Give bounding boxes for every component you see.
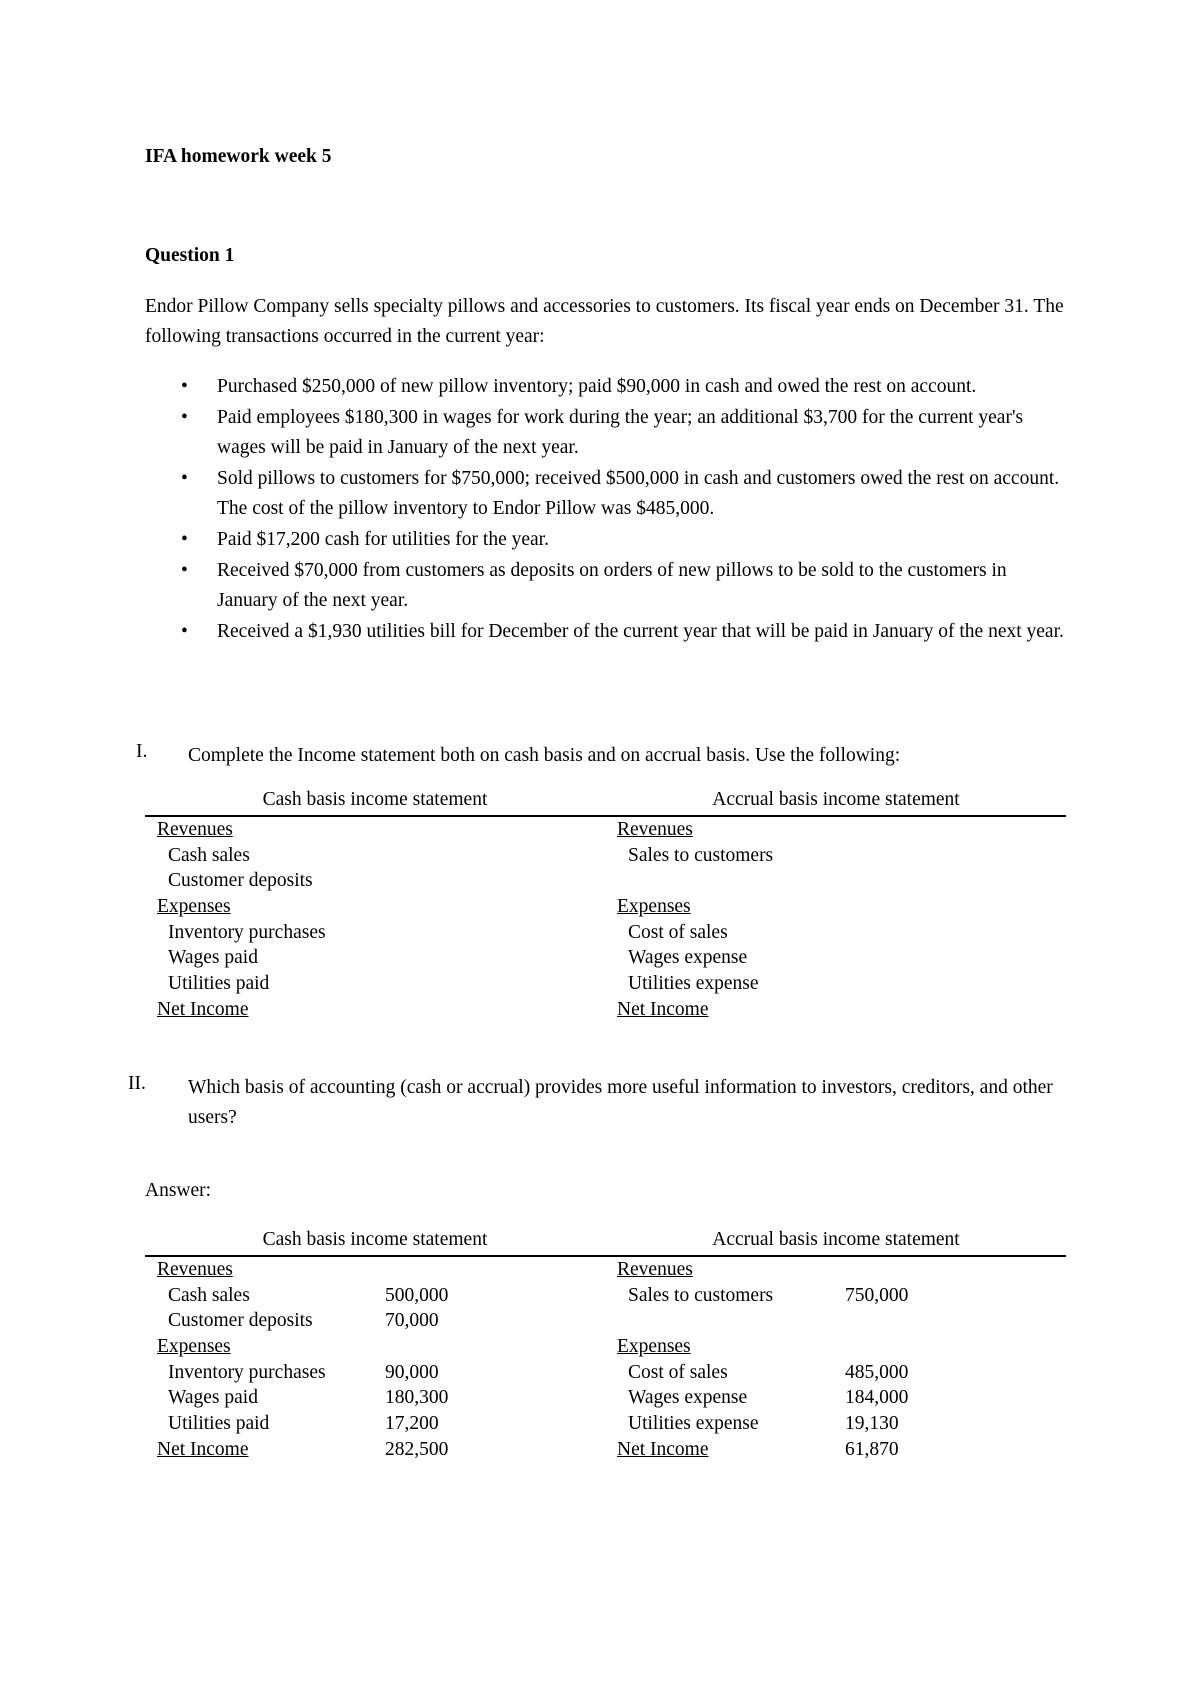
answer-header-row <box>145 1229 1066 1257</box>
line-item-label: Customer deposits <box>168 1310 313 1332</box>
line-item-label: Wages paid <box>168 947 258 969</box>
bullet-icon: • <box>181 376 188 397</box>
list-item: • Purchased $250,000 of new pillow inventory; paid $90,000 in cash and owed the rest on account. <box>145 372 1070 402</box>
section-label: Revenues <box>617 1259 693 1280</box>
cash-header: Cash basis income statement <box>262 789 488 810</box>
net-income-value: 61,870 <box>845 1438 899 1460</box>
part2-text: Which basis of accounting (cash or accrual) provides more useful information to investors, creditors, and other users? <box>188 1077 1053 1128</box>
line-item-label: Utilities paid <box>168 1413 270 1435</box>
accrual-header: Accrual basis income statement <box>712 789 960 810</box>
section-label: Expenses <box>157 1336 231 1358</box>
table-row <box>157 1283 617 1309</box>
line-item-value: 485,000 <box>845 1361 909 1383</box>
line-item-label: Inventory purchases <box>168 921 326 943</box>
list-item: • Paid $17,200 cash for utilities for the year. <box>145 525 1070 555</box>
document-title: IFA homework week 5 <box>145 146 332 167</box>
table-row <box>617 1411 1077 1437</box>
section-label: Expenses <box>617 1336 691 1358</box>
part2-numeral: II. <box>128 1073 146 1094</box>
line-item-label: Wages expense <box>628 947 748 969</box>
transaction-list <box>145 372 1070 648</box>
answer-cash-column <box>157 1257 617 1463</box>
line-item-value: 180,300 <box>385 1387 449 1409</box>
part1-text: Complete the Income statement both on cash basis and on accrual basis. Use the following: <box>188 745 901 766</box>
net-income-label: Net Income <box>617 1438 709 1460</box>
net-income-label: Net Income <box>157 1438 249 1460</box>
bullet-icon: • <box>181 468 188 489</box>
answer-accrual-column <box>617 1257 1077 1463</box>
table-row <box>157 1385 617 1411</box>
table-row <box>157 1360 617 1386</box>
line-item-label: Sales to customers <box>628 1284 774 1306</box>
answer-label: Answer: <box>145 1180 212 1201</box>
section-label: Revenues <box>157 1259 233 1280</box>
template-header-row <box>145 789 1066 817</box>
line-item-label: Utilities expense <box>628 973 759 995</box>
line-item-label: Inventory purchases <box>168 1361 326 1383</box>
line-item-label: Sales to customers <box>628 844 774 866</box>
line-item-value: 184,000 <box>845 1387 909 1409</box>
section-label: Expenses <box>157 896 231 918</box>
line-item-value: 19,130 <box>845 1413 899 1435</box>
intro-paragraph: Endor Pillow Company sells specialty pillows and accessories to customers. Its fiscal year ends on December 31. The following transactions occurred in the current year: <box>145 296 1064 347</box>
line-item-label: Cost of sales <box>628 921 728 943</box>
line-item-value: 70,000 <box>385 1310 439 1332</box>
net-income-value: 282,500 <box>385 1438 449 1460</box>
template-accrual-column <box>617 817 1077 1023</box>
line-item-value: 90,000 <box>385 1361 439 1383</box>
line-item-label: Cash sales <box>168 844 250 866</box>
net-income-label: Net Income <box>157 998 249 1020</box>
bullet-icon: • <box>181 621 188 642</box>
list-item: • Paid employees $180,300 in wages for work during the year; an additional $3,700 for the current year's wages will be paid in January of the next year. <box>145 403 1070 463</box>
table-row <box>617 1437 1077 1463</box>
list-item: • Sold pillows to customers for $750,000; received $500,000 in cash and customers owed the rest on account. The cost of the pillow inventory to Endor Pillow was $485,000. <box>145 464 1070 524</box>
table-row <box>617 1360 1077 1386</box>
answer-statement-table <box>145 1229 1066 1460</box>
template-statement-table <box>145 789 1066 1020</box>
bullet-icon: • <box>181 407 188 428</box>
line-item-value: 500,000 <box>385 1284 449 1306</box>
list-item: • Received a $1,930 utilities bill for December of the current year that will be paid in January of the next year. <box>145 617 1070 647</box>
section-label: Revenues <box>157 819 233 840</box>
table-row <box>157 1411 617 1437</box>
line-item-label: Cost of sales <box>628 1361 728 1383</box>
table-row <box>157 1437 617 1463</box>
table-row <box>157 1308 617 1334</box>
bullet-icon: • <box>181 529 188 550</box>
line-item-label: Customer deposits <box>168 870 313 892</box>
line-item-label: Wages paid <box>168 1387 258 1409</box>
table-row <box>617 1385 1077 1411</box>
line-item-value: 17,200 <box>385 1413 439 1435</box>
section-label: Expenses <box>617 896 691 918</box>
part1-numeral: I. <box>136 741 148 762</box>
line-item-label: Cash sales <box>168 1284 250 1306</box>
net-income-label: Net Income <box>617 998 709 1020</box>
list-item: • Received $70,000 from customers as deposits on orders of new pillows to be sold to the customers in January of the next year. <box>145 556 1070 616</box>
accrual-header: Accrual basis income statement <box>712 1229 960 1250</box>
line-item-label: Utilities paid <box>168 973 270 995</box>
table-row <box>617 1283 1077 1309</box>
cash-header: Cash basis income statement <box>262 1229 488 1250</box>
question-heading: Question 1 <box>145 245 235 266</box>
line-item-label: Utilities expense <box>628 1413 759 1435</box>
line-item-label: Wages expense <box>628 1387 748 1409</box>
bullet-icon: • <box>181 560 188 581</box>
line-item-value: 750,000 <box>845 1284 909 1306</box>
template-cash-column <box>157 817 617 1023</box>
section-label: Revenues <box>617 819 693 840</box>
